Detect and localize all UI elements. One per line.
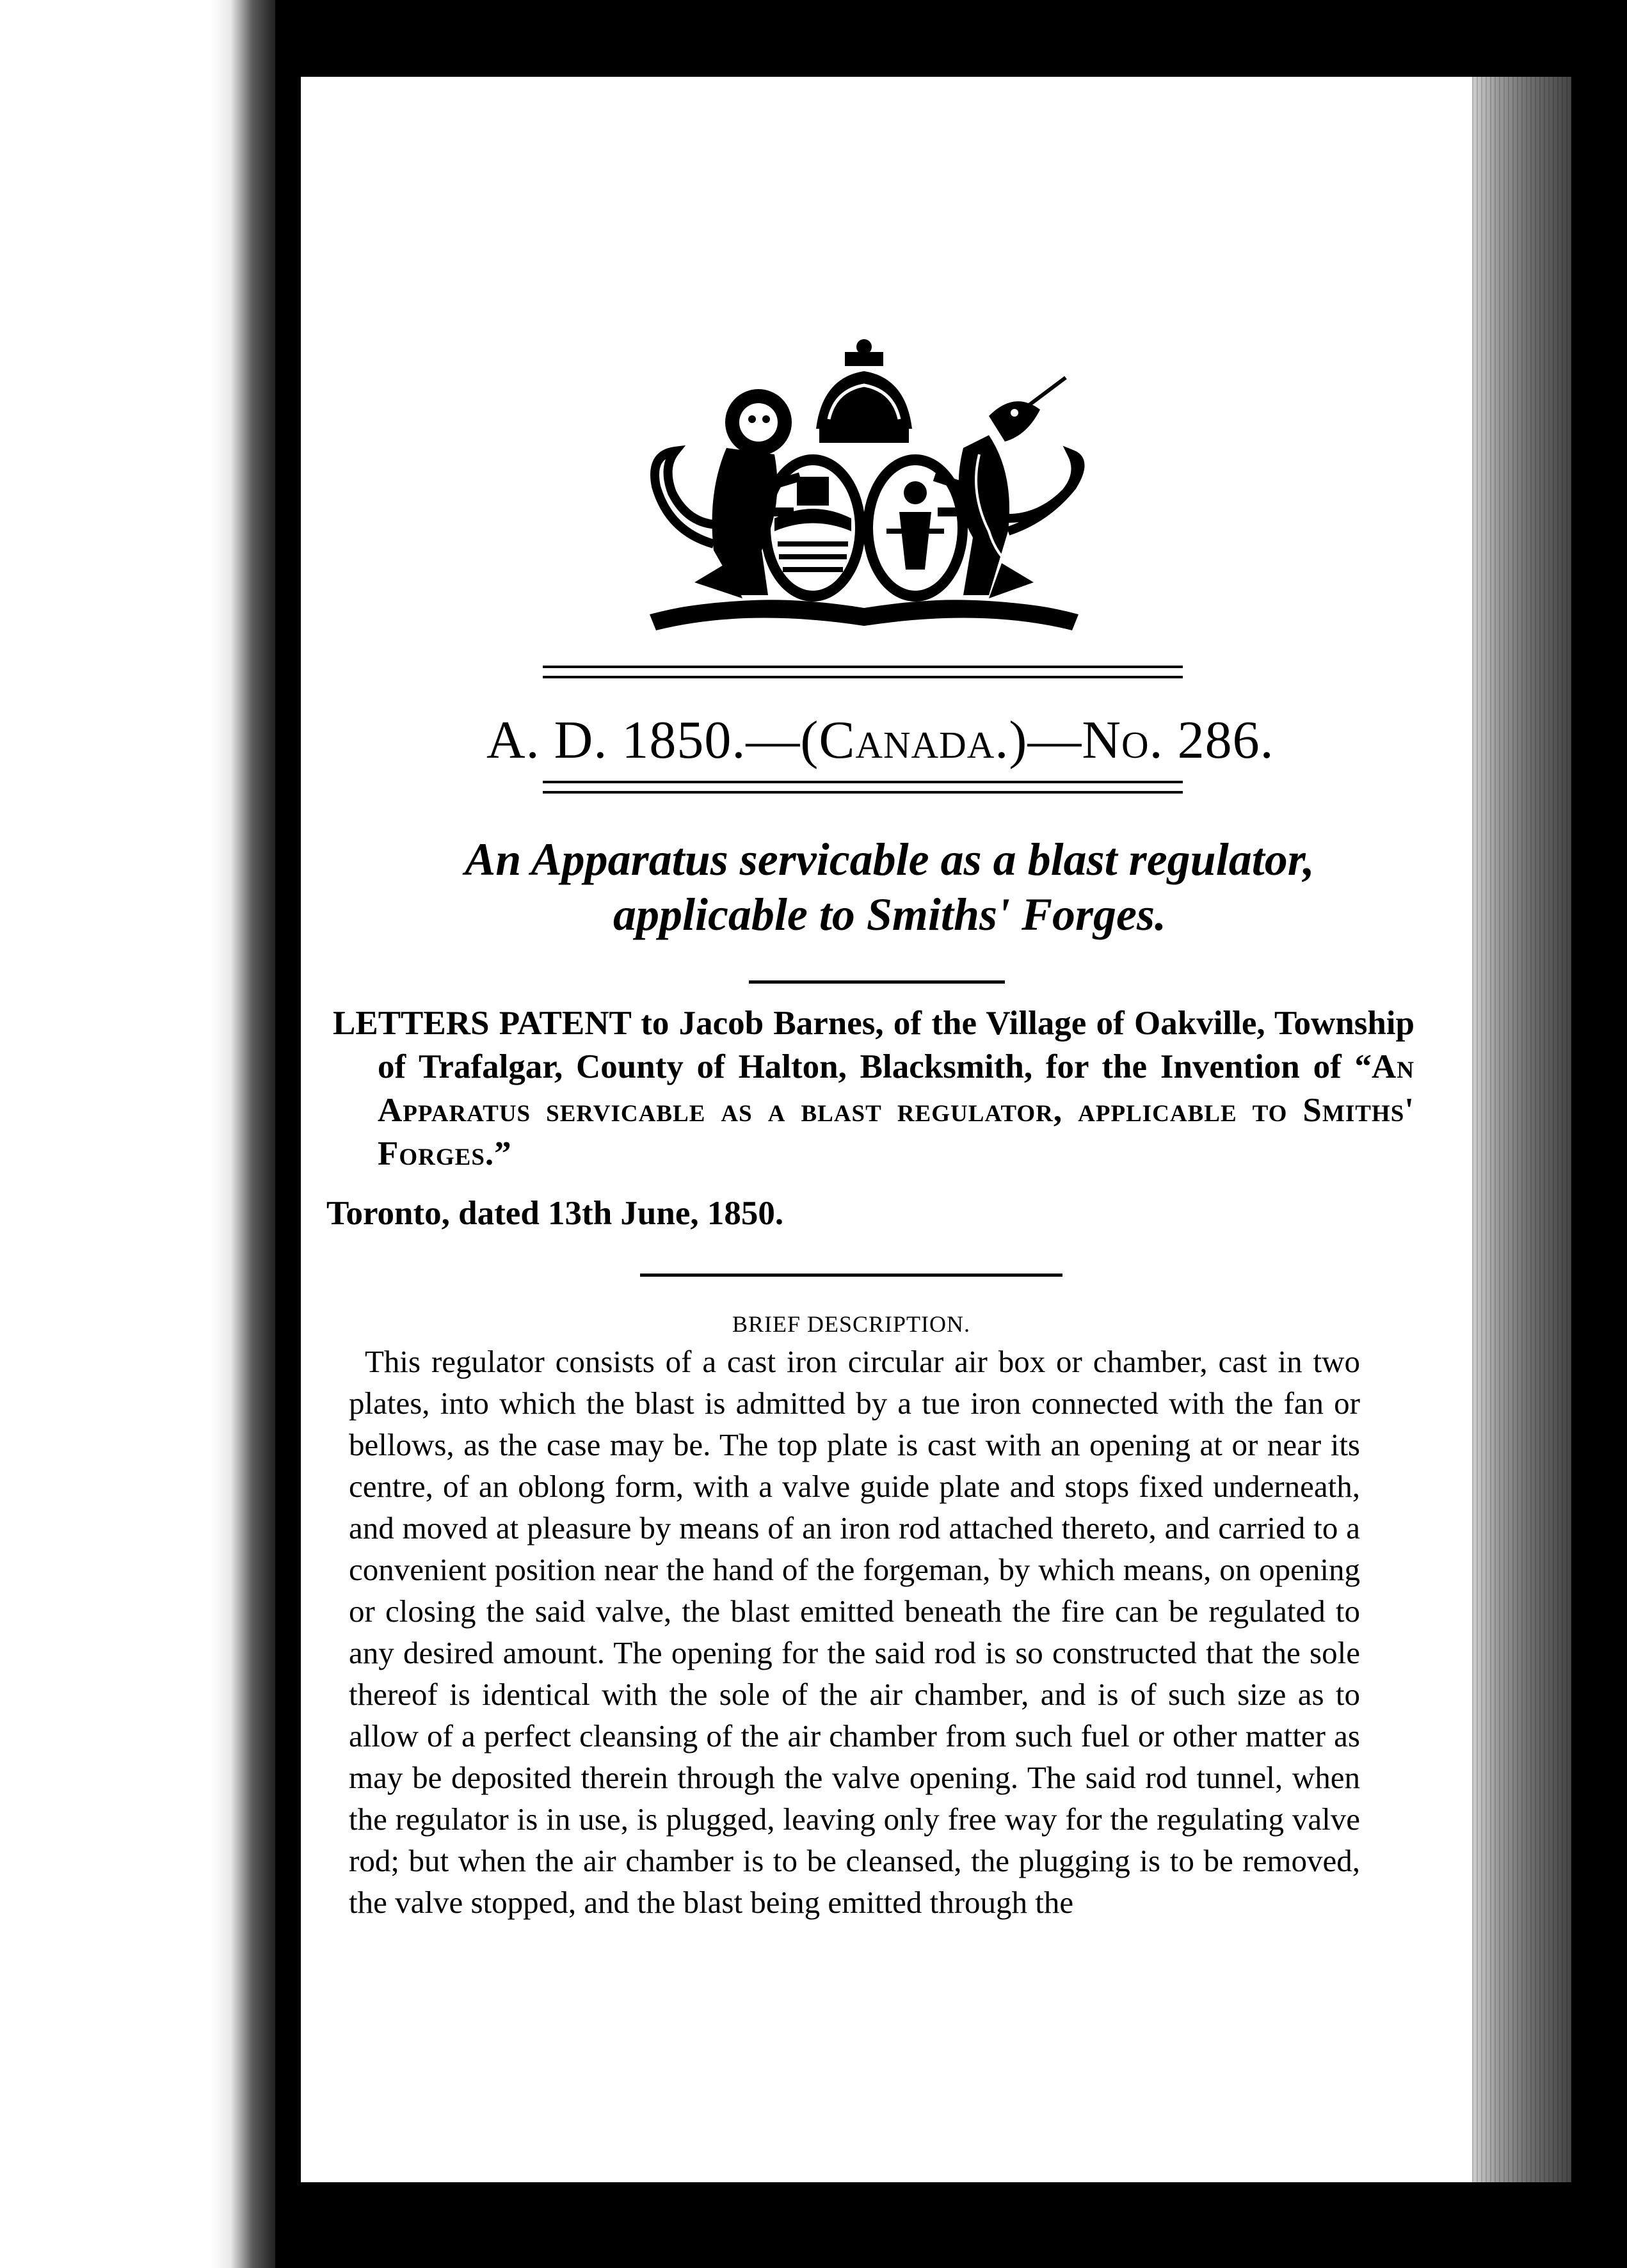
invention-title-line-2: applicable to Smiths' Forges. [613,889,1167,940]
double-rule-bottom [543,781,1183,794]
letters-patent-invention: An Apparatus servicable as a blast regulator, applicable to Smiths' Forges. [378,1048,1415,1172]
section-rule [640,1274,1062,1277]
heading-country: Canada. [819,710,1009,770]
heading-year: A. D. 1850. [486,710,746,770]
royal-coat-of-arms-icon [630,339,1098,640]
title-rule [749,980,1005,984]
book-edge [0,0,275,2268]
invention-title-line-1: An Apparatus servicable as a blast regulator, [465,834,1315,885]
patent-heading: A. D. 1850.—(Canada.)—No. 286. [486,710,1274,770]
letters-patent-paragraph: LETTERS PATENT to Jacob Barnes, of the Village of Oakville, Township of Trafalgar, County of Halton, Blacksmith, for the Invention of “An Apparatus servicable as a blast regulator, applicable to Smiths' Forges.” [333,1005,1415,1172]
double-rule-top [543,666,1183,678]
dated-line: Toronto, dated 13th June, 1850. [326,1195,784,1232]
heading-number: 286. [1177,710,1274,770]
invention-title [371,832,1408,942]
page-stack-edge [1472,77,1571,2182]
letters-patent-lead: LETTERS PATENT [333,1005,631,1042]
heading-number-label: No. [1082,710,1164,770]
letters-patent-text: to Jacob Barnes, of the Village of Oakville, Township of Trafalgar, County of Halton, Blacksmith, for the Invention of “ [378,1005,1415,1085]
section-title: BRIEF DESCRIPTION. [732,1311,971,1337]
body-paragraph: This regulator consists of a cast iron circular air box or chamber, cast in two plates, into which the blast is admitted by a tue iron connected with the fan or bellows, as the case may be. The top plate is cast with an opening at or near its centre, of an oblong form, with a valve guide plate and stops fixed underneath, and moved at pleasure by means of an iron rod attached thereto, and carried to a convenient position near the hand of the forgeman, by which means, on opening or closing the said valve, the blast emitted beneath the fire can be regulated to any desired amount. The opening for the said rod is so constructed that the sole thereof is identical with the sole of the air chamber, and is of such size as to allow of a perfect cleansing of the air chamber from such fuel or other matter as may be deposited therein through the valve opening. The said rod tunnel, when the regulator is in use, is plugged, leaving only free way for the regulating valve rod; but when the air chamber is to be cleansed, the plugging is to be removed, the valve stopped, and the blast being emitted through the [349,1344,1360,1920]
